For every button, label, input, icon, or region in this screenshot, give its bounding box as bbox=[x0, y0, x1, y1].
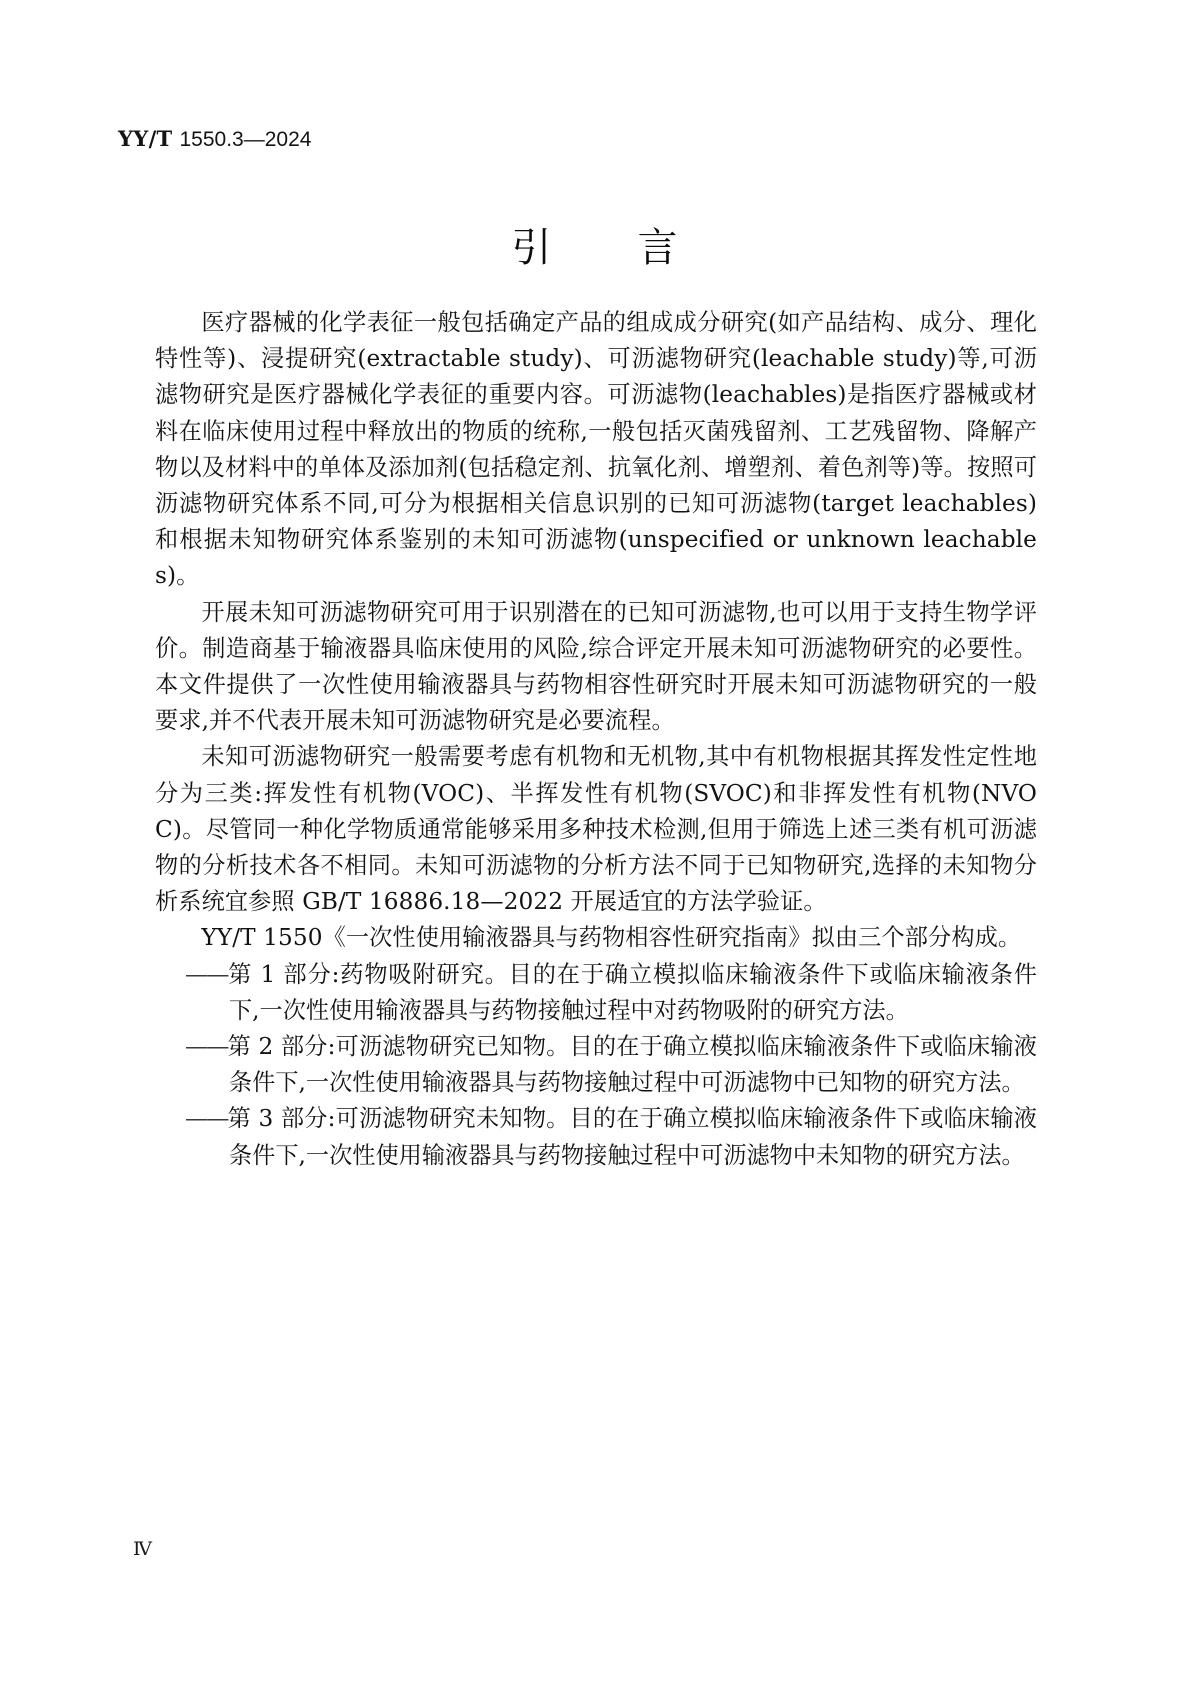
paragraph-4: YY/T 1550《一次性使用输液器具与药物相容性研究指南》拟由三个部分构成。 bbox=[201, 924, 1022, 952]
list-item-text: 第 1 部分:药物吸附研究。目的在于确立模拟临床输液条件下或临床输液条件下,一次性使用输液器具与药物接触过程中对药物吸附的研究方法。 bbox=[227, 960, 1037, 1024]
paragraph-2: 开展未知可沥滤物研究可用于识别潜在的已知可沥滤物,也可以用于支持生物学评价。制造商基于输液器具临床使用的风险,综合评定开展未知可沥滤物研究的必要性。本文件提供了一次性使用输液器具与药物相容性研究时开展未知可沥滤物研究的一般要求,并不代表开展未知可沥滤物研究是必要流程。 bbox=[155, 598, 1037, 735]
paragraph-3: 未知可沥滤物研究一般需要考虑有机物和无机物,其中有机物根据其挥发性定性地分为三类:挥发性有机物(VOC)、半挥发性有机物(SVOC)和非挥发性有机物(NVOC)。尽管同一种化学物质通常能够采用多种技术检测,但用于筛选上述三类有机可沥滤物的分析技术各不相同。未知可沥滤物的分析方法不同于已知物研究,选择的未知物分析系统宜参照 GB/T 16886.18—2022 开展适宜的方法学验证。 bbox=[155, 743, 1037, 916]
section-title: 引 言 bbox=[511, 225, 680, 271]
list-item bbox=[155, 1101, 1037, 1173]
list-item bbox=[155, 957, 1037, 1029]
list-item bbox=[155, 1029, 1037, 1101]
list-item-text: 第 2 部分:可沥滤物研究已知物。目的在于确立模拟临床输液条件下或临床输液条件下,一次性使用输液器具与药物接触过程中可沥滤物中已知物的研究方法。 bbox=[227, 1033, 1037, 1097]
paragraph-1: 医疗器械的化学表征一般包括确定产品的组成成分研究(如产品结构、成分、理化特性等)、浸提研究(extractable study)、可沥滤物研究(leachable study)等,可沥滤物研究是医疗器械化学表征的重要内容。可沥滤物(leachables)是指医疗器械或材料在临床使用过程中释放出的物质的统称,一般包括灭菌残留剂、工艺残留物、降解产物以及材料中的单体及添加剂(包括稳定剂、抗氧化剂、增塑剂、着色剂等)等。按照可沥滤物研究体系不同,可分为根据相关信息识别的已知可沥滤物(target leachables)和根据未知物研究体系鉴别的未知可沥滤物(unspecified or unknown leachables)。 bbox=[155, 309, 1037, 590]
em-dash-marker: —— bbox=[185, 960, 228, 988]
em-dash-marker: —— bbox=[185, 1105, 228, 1133]
standard-number: 1550.3—2024 bbox=[179, 128, 312, 151]
running-header bbox=[118, 126, 311, 152]
body-column bbox=[155, 305, 1037, 1174]
em-dash-marker: —— bbox=[185, 1033, 228, 1061]
page-folio: Ⅳ bbox=[133, 1538, 152, 1560]
list-item-text: 第 3 部分:可沥滤物研究未知物。目的在于确立模拟临床输液条件下或临床输液条件下,一次性使用输液器具与药物接触过程中可沥滤物中未知物的研究方法。 bbox=[227, 1105, 1037, 1169]
standard-prefix: YY/T bbox=[118, 126, 173, 151]
